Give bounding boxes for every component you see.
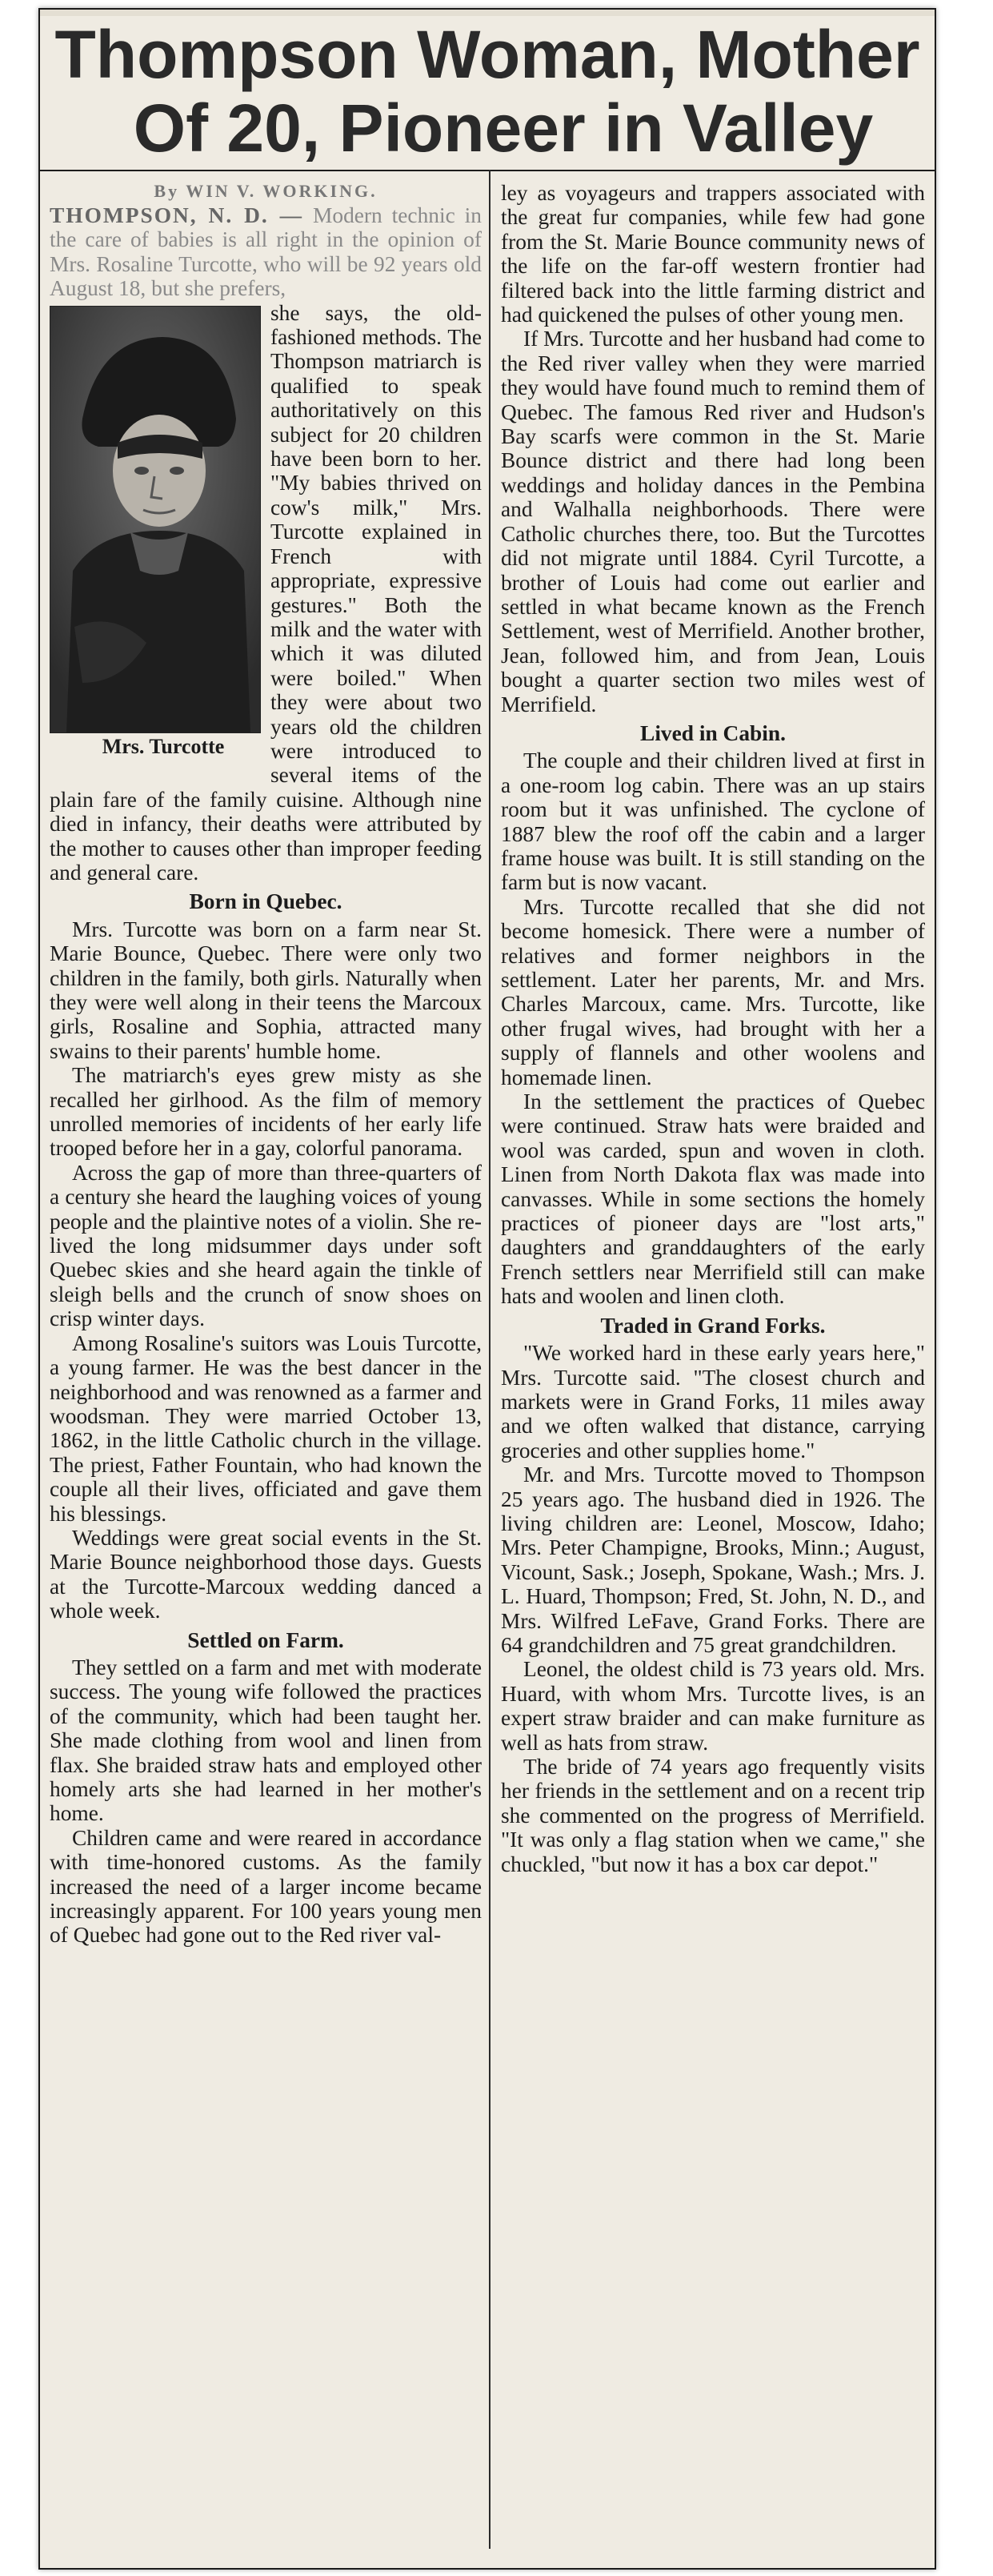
portrait-figure — [50, 306, 259, 760]
headline — [40, 18, 935, 165]
paragraph-7: They settled on a farm and met with moderate success. The young wife followed the practices of the community, which had been taught her. She made clothing from wool and linen from flax. She braided straw hats and employed other homely arts she had learned in her mother's home. — [50, 1655, 482, 1826]
paragraph-17: The bride of 74 years ago frequently visits her friends in the settlement and on a recent trip she commented on the progress of Merrifield. "It was only a flag station when we came," she chuckled, "but now it has a box car depot." — [501, 1755, 925, 1876]
paragraph-10: If Mrs. Turcotte and her husband had come to the Red river valley when they were married they would have found much to remind them of Quebec. The famous Red river and Hudson's Bay scarfs were common in the St. Marie Bounce district and there had long been weddings and holiday dances in the Pembina and Walhalla neighborhoods. There were Catholic churches there, too. But the Turcottes did not migrate until 1884. Cyril Turcotte, a brother of Louis had come out earlier and settled in what became known as the French Settlement, west of Merrifield. Another brother, Jean, followed him, and from Jean, Louis bought a quarter section two miles west of Merrifield. — [501, 327, 925, 716]
column-1 — [50, 179, 482, 1948]
lead-faded-text: Modern technic in the care of babies is all right in the opinion of Mrs. Rosaline Turcotte, who will be 92 years old August 18, but she prefers, — [50, 203, 482, 301]
paragraph-13: In the settlement the practices of Quebec were continued. Straw hats were braided and wool was carded, spun and woven in cloth. Linen from North Dakota flax was made into canvasses. While in some sections the homely practices of pioneer days are "lost arts," daughters and granddaughters of the early French settlers near Merrifield still can make hats and woolen and linen cloth. — [501, 1089, 925, 1309]
subhead-settled-on-farm: Settled on Farm. — [187, 1627, 344, 1652]
torn-top-edge — [40, 10, 935, 16]
paragraph-5: Among Rosaline's suitors was Louis Turcotte, a young farmer. He was the best dancer in the neighborhood and was renowned as a farmer and woodsman. They were married October 13, 1862, in the little Catholic church in the village. The priest, Father Fountain, who had known the couple all their lives, officiated and gave them his blessings. — [50, 1330, 482, 1526]
paragraph-4: Across the gap of more than three-quarters of a century she heard the laughing voices of young people and the plaintive notes of a violin. She re-lived the long midsummer days under soft Quebec skies and she heard again the tinkle of sleigh bells and the crunch of snow shoes on crisp winter days. — [50, 1160, 482, 1331]
paragraph-lead — [50, 203, 482, 301]
paragraph-8: Children came and were reared in accordance with time-honored customs. As the family increased the need of a larger income became increasingly apparent. For 100 years young men of Quebec had gone out to the Red river val- — [50, 1825, 482, 1948]
paragraph-14: "We worked hard in these early years here," Mrs. Turcotte said. "The closest church and markets were in Grand Forks, 11 miles away and we often walked that distance, carrying groceries and other supplies home." — [501, 1341, 925, 1463]
byline: By WIN V. WORKING. — [154, 181, 378, 201]
photo-caption: Mrs. Turcotte — [102, 734, 225, 758]
paragraph-9: ley as voyageurs and trappers associated with the great fur companies, while few had gone from the St. Marie Bounce community news of the life on the far-off western frontier had filtered back into the little farming district and had quickened the pulses of other young men. — [501, 181, 925, 327]
paragraph-16: Leonel, the oldest child is 73 years old. Mrs. Huard, with whom Mrs. Turcotte lives, is an expert straw braider and can make furniture as well as hats from straw. — [501, 1657, 925, 1755]
paragraph-12: Mrs. Turcotte recalled that she did not become homesick. There were a number of relatives and former neighbors in the settlement. Later her parents, Mr. and Mrs. Charles Marcoux, came. Mrs. Turcotte, like other frugal wives, had brought with her a supply of flannels and other woolens and homemade linen. — [501, 894, 925, 1089]
column-2 — [501, 181, 925, 1876]
paragraph-1-rest: she says, the old-fashioned methods. The Thompson matriarch is qualified to speak authoritatively on this subject for 20 children have been born to her. "My babies thrived on cow's milk," Mrs. Turcotte explained in French with appropriate, expressive gestures." Both the milk and the water with which it was diluted were boiled." When they were about two years old the children were introduced to several items of the plain fare of the family cuisine. Although nine died in infancy, their deaths were attributed by the mother to causes other than improper feeding and general care. — [50, 300, 482, 885]
portrait-photo — [50, 306, 261, 733]
newspaper-clipping — [38, 8, 936, 2570]
paragraph-6: Weddings were great social events in the St. Marie Bounce neighborhood those days. Guests at the Turcotte-Marcoux wedding danced a whole week. — [50, 1525, 482, 1623]
headline-rule — [40, 170, 935, 171]
dateline: THOMPSON, N. D. — — [50, 203, 304, 227]
headline-line-1: Thompson Woman, Mother — [54, 17, 920, 92]
subhead-born-in-quebec: Born in Quebec. — [189, 889, 342, 914]
subhead-lived-in-cabin: Lived in Cabin. — [640, 720, 786, 745]
column-divider — [489, 170, 490, 2549]
paragraph-15: Mr. and Mrs. Turcotte moved to Thompson 25 years ago. The husband died in 1926. The living children are: Leonel, Moscow, Idaho; Mrs. Peter Champigne, Brooks, Minn.; August, Vicount, Sask.; Joseph, Spokane, Wash.; Mrs. J. L. Huard, Thompson; Fred, St. John, N. D., and Mrs. Wilfred LeFave, Grand Forks. There are 64 grandchildren and 75 great grandchildren. — [501, 1463, 925, 1657]
paragraph-2: Mrs. Turcotte was born on a farm near St. Marie Bounce, Quebec. There were only two children in the family, both girls. Naturally when they were well along in their teens the Marcoux girls, Rosaline and Sophia, attracted many swains to their parents' humble home. — [50, 917, 482, 1063]
paragraph-3: The matriarch's eyes grew misty as she recalled her girlhood. As the film of memory unrolled memories of incidents of her early life trooped before her in a gay, colorful panorama. — [50, 1063, 482, 1161]
subhead-traded-in-grand-forks: Traded in Grand Forks. — [600, 1313, 826, 1338]
portrait-woman-icon — [50, 307, 260, 732]
headline-line-2: Of 20, Pioneer in Valley — [133, 90, 874, 166]
paragraph-11: The couple and their children lived at first in a one-room log cabin. There was an up stairs room but it was unfinished. The cyclone of 1887 blew the roof off the cabin and a larger frame house was built. It is still standing on the farm but is now vacant. — [501, 748, 925, 895]
